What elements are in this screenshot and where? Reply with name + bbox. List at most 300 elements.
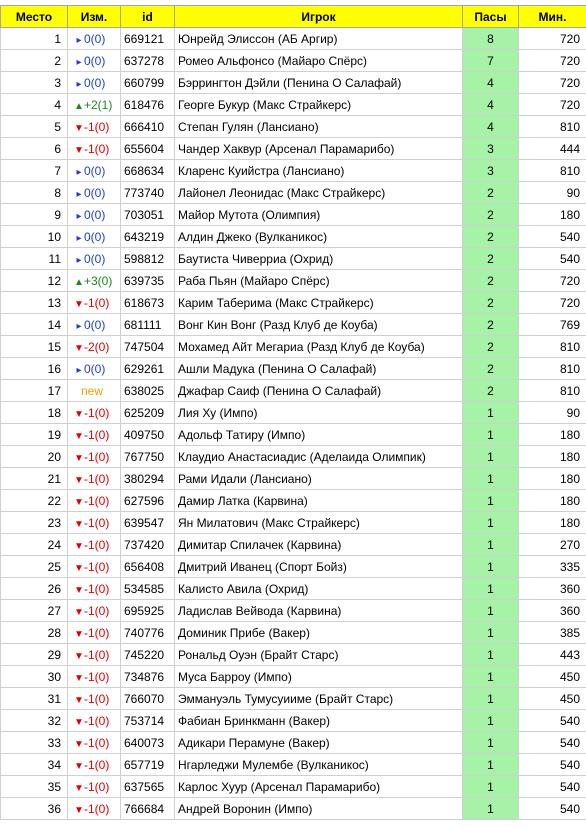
change-cell: [68, 490, 121, 512]
arrow-right-icon: ▸: [74, 189, 84, 200]
arrow-down-icon: ▼: [74, 519, 84, 530]
change-cell: [68, 446, 121, 468]
player-name-cell: Лия Ху (Импо): [175, 402, 463, 424]
table-row: [1, 94, 586, 116]
place-cell: 36: [1, 798, 68, 820]
assists-cell: 1: [463, 556, 519, 578]
assists-cell: 4: [463, 94, 519, 116]
table-row: [1, 446, 586, 468]
arrow-right-icon: ▸: [74, 233, 84, 244]
player-name-cell: Майор Мутота (Олимпия): [175, 204, 463, 226]
table-row: [1, 182, 586, 204]
minutes-cell: 360: [519, 578, 586, 600]
place-cell: 32: [1, 710, 68, 732]
minutes-cell: 810: [519, 336, 586, 358]
player-name-cell: Эммануэль Тумусуииме (Брайт Старс): [175, 688, 463, 710]
change-value: 0(0): [84, 76, 105, 90]
arrow-up-icon: ▲: [74, 277, 84, 288]
arrow-right-icon: ▸: [74, 365, 84, 376]
header-change: Изм.: [68, 6, 121, 28]
arrow-down-icon: ▼: [74, 431, 84, 442]
change-cell: [68, 798, 121, 820]
player-id-cell: 629261: [121, 358, 175, 380]
place-cell: 25: [1, 556, 68, 578]
table-row: [1, 204, 586, 226]
table-row: [1, 644, 586, 666]
assists-cell: 2: [463, 336, 519, 358]
assists-cell: 7: [463, 50, 519, 72]
player-id-cell: 660799: [121, 72, 175, 94]
place-cell: 8: [1, 182, 68, 204]
player-name-cell: Ромео Альфонсо (Майаро Спёрс): [175, 50, 463, 72]
player-id-cell: 380294: [121, 468, 175, 490]
minutes-cell: 180: [519, 490, 586, 512]
change-value: -1(0): [84, 758, 109, 772]
arrow-down-icon: ▼: [74, 497, 84, 508]
change-value: -1(0): [84, 494, 109, 508]
change-cell: [68, 600, 121, 622]
place-cell: 34: [1, 754, 68, 776]
minutes-cell: 810: [519, 358, 586, 380]
minutes-cell: 720: [519, 94, 586, 116]
arrow-down-icon: ▼: [74, 783, 84, 794]
assists-cell: 1: [463, 776, 519, 798]
change-cell: [68, 248, 121, 270]
place-cell: 27: [1, 600, 68, 622]
player-id-cell: 655604: [121, 138, 175, 160]
player-name-cell: Рональд Оуэн (Брайт Старс): [175, 644, 463, 666]
table-row: [1, 622, 586, 644]
minutes-cell: 769: [519, 314, 586, 336]
player-id-cell: 773740: [121, 182, 175, 204]
place-cell: 10: [1, 226, 68, 248]
change-value: -1(0): [84, 692, 109, 706]
place-cell: 7: [1, 160, 68, 182]
place-cell: 20: [1, 446, 68, 468]
player-id-cell: 656408: [121, 556, 175, 578]
assists-cell: 1: [463, 600, 519, 622]
player-id-cell: 669121: [121, 28, 175, 50]
player-name-cell: Раба Пьян (Майаро Спёрс): [175, 270, 463, 292]
minutes-cell: 450: [519, 666, 586, 688]
table-row: [1, 292, 586, 314]
change-cell: [68, 710, 121, 732]
place-cell: 29: [1, 644, 68, 666]
arrow-down-icon: ▼: [74, 299, 84, 310]
assists-cell: 1: [463, 798, 519, 820]
minutes-cell: 720: [519, 270, 586, 292]
place-cell: 5: [1, 116, 68, 138]
player-name-cell: Рами Идали (Лансиано): [175, 468, 463, 490]
table-row: [1, 578, 586, 600]
place-cell: 16: [1, 358, 68, 380]
table-row: [1, 28, 586, 50]
header-assists: Пасы: [463, 6, 519, 28]
player-id-cell: 734876: [121, 666, 175, 688]
assists-cell: 1: [463, 468, 519, 490]
player-name-cell: Фабиан Бринкманн (Вакер): [175, 710, 463, 732]
change-value: 0(0): [84, 230, 105, 244]
assists-cell: 1: [463, 446, 519, 468]
change-cell: [68, 534, 121, 556]
place-cell: 9: [1, 204, 68, 226]
player-id-cell: 618673: [121, 292, 175, 314]
assists-cell: 2: [463, 358, 519, 380]
change-cell: [68, 402, 121, 424]
assists-ranking-table: [0, 5, 586, 820]
place-cell: 14: [1, 314, 68, 336]
change-value: -1(0): [84, 604, 109, 618]
player-name-cell: Чандер Хаквур (Арсенал Парамарибо): [175, 138, 463, 160]
change-cell: [68, 556, 121, 578]
arrow-down-icon: ▼: [74, 629, 84, 640]
place-cell: 31: [1, 688, 68, 710]
change-cell: [68, 578, 121, 600]
minutes-cell: 720: [519, 72, 586, 94]
arrow-down-icon: ▼: [74, 409, 84, 420]
player-name-cell: Ладислав Вейвода (Карвина): [175, 600, 463, 622]
arrow-down-icon: ▼: [74, 563, 84, 574]
player-id-cell: 409750: [121, 424, 175, 446]
change-value: -1(0): [84, 538, 109, 552]
table-row: [1, 600, 586, 622]
place-cell: 4: [1, 94, 68, 116]
player-name-cell: Карим Таберима (Макс Страйкерс): [175, 292, 463, 314]
table-row: [1, 490, 586, 512]
player-id-cell: 695925: [121, 600, 175, 622]
minutes-cell: 90: [519, 182, 586, 204]
table-body: [1, 28, 586, 820]
assists-cell: 1: [463, 402, 519, 424]
player-id-cell: 598812: [121, 248, 175, 270]
arrow-down-icon: ▼: [74, 717, 84, 728]
change-cell: [68, 292, 121, 314]
arrow-right-icon: ▸: [74, 79, 84, 90]
place-cell: 3: [1, 72, 68, 94]
arrow-right-icon: ▸: [74, 167, 84, 178]
change-cell: new: [68, 380, 121, 402]
change-value: -1(0): [84, 736, 109, 750]
arrow-right-icon: ▸: [74, 255, 84, 266]
player-name-cell: Нгарледжи Мулембе (Вулканикос): [175, 754, 463, 776]
place-cell: 6: [1, 138, 68, 160]
change-cell: [68, 72, 121, 94]
header-player: Игрок: [175, 6, 463, 28]
minutes-cell: 360: [519, 600, 586, 622]
arrow-right-icon: ▸: [74, 57, 84, 68]
assists-cell: 3: [463, 138, 519, 160]
assists-cell: 2: [463, 182, 519, 204]
place-cell: 17: [1, 380, 68, 402]
minutes-cell: 540: [519, 776, 586, 798]
player-id-cell: 766684: [121, 798, 175, 820]
change-value: -1(0): [84, 472, 109, 486]
change-value: 0(0): [84, 164, 105, 178]
change-value: 0(0): [84, 362, 105, 376]
player-name-cell: Лайонел Леонидас (Макс Страйкерс): [175, 182, 463, 204]
player-id-cell: 668634: [121, 160, 175, 182]
assists-cell: 1: [463, 644, 519, 666]
minutes-cell: 540: [519, 710, 586, 732]
arrow-down-icon: ▼: [74, 123, 84, 134]
change-value: -1(0): [84, 780, 109, 794]
change-cell: [68, 336, 121, 358]
assists-cell: 2: [463, 292, 519, 314]
assists-cell: 4: [463, 72, 519, 94]
table-row: [1, 776, 586, 798]
assists-cell: 1: [463, 512, 519, 534]
player-name-cell: Дмитрий Иванец (Спорт Бойз): [175, 556, 463, 578]
change-cell: [68, 468, 121, 490]
player-name-cell: Георге Букур (Макс Страйкерс): [175, 94, 463, 116]
change-cell: [68, 160, 121, 182]
player-name-cell: Ян Милатович (Макс Страйкерс): [175, 512, 463, 534]
header-place: Место: [1, 6, 68, 28]
player-id-cell: 767750: [121, 446, 175, 468]
change-value: -1(0): [84, 450, 109, 464]
place-cell: 1: [1, 28, 68, 50]
table-row: [1, 160, 586, 182]
minutes-cell: 540: [519, 226, 586, 248]
table-row: [1, 710, 586, 732]
change-value: -1(0): [84, 120, 109, 134]
player-name-cell: Адикари Перамуне (Вакер): [175, 732, 463, 754]
table-row: [1, 402, 586, 424]
arrow-down-icon: ▼: [74, 673, 84, 684]
change-value: -1(0): [84, 142, 109, 156]
place-cell: 30: [1, 666, 68, 688]
minutes-cell: 180: [519, 204, 586, 226]
change-cell: [68, 116, 121, 138]
table-header: [1, 6, 586, 28]
minutes-cell: 90: [519, 402, 586, 424]
change-value: -1(0): [84, 406, 109, 420]
assists-cell: 1: [463, 666, 519, 688]
change-cell: [68, 28, 121, 50]
place-cell: 23: [1, 512, 68, 534]
change-value: +3(0): [84, 274, 112, 288]
header-minutes: Мин.: [519, 6, 586, 28]
assists-cell: 8: [463, 28, 519, 50]
player-id-cell: 681111: [121, 314, 175, 336]
minutes-cell: 444: [519, 138, 586, 160]
change-value: -1(0): [84, 670, 109, 684]
player-name-cell: Адольф Татиру (Импо): [175, 424, 463, 446]
change-cell: [68, 688, 121, 710]
assists-cell: 1: [463, 424, 519, 446]
assists-cell: 1: [463, 578, 519, 600]
table-row: [1, 380, 586, 402]
player-id-cell: 640073: [121, 732, 175, 754]
change-value: 0(0): [84, 186, 105, 200]
minutes-cell: 540: [519, 754, 586, 776]
table-row: [1, 138, 586, 160]
table-row: [1, 270, 586, 292]
arrow-right-icon: ▸: [74, 321, 84, 332]
table-row: [1, 336, 586, 358]
assists-cell: 1: [463, 490, 519, 512]
table-row: [1, 556, 586, 578]
player-id-cell: 639735: [121, 270, 175, 292]
arrow-down-icon: ▼: [74, 145, 84, 156]
player-id-cell: 638025: [121, 380, 175, 402]
minutes-cell: 540: [519, 798, 586, 820]
assists-cell: 2: [463, 270, 519, 292]
change-value: -1(0): [84, 296, 109, 310]
arrow-down-icon: ▼: [74, 607, 84, 618]
arrow-down-icon: ▼: [74, 453, 84, 464]
table-row: [1, 226, 586, 248]
place-cell: 28: [1, 622, 68, 644]
change-cell: [68, 50, 121, 72]
place-cell: 15: [1, 336, 68, 358]
arrow-down-icon: ▼: [74, 695, 84, 706]
place-cell: 35: [1, 776, 68, 798]
player-id-cell: 637278: [121, 50, 175, 72]
table-row: [1, 50, 586, 72]
assists-cell: 1: [463, 534, 519, 556]
change-cell: [68, 138, 121, 160]
change-value: +2(1): [84, 98, 112, 112]
place-cell: 19: [1, 424, 68, 446]
change-value: -1(0): [84, 714, 109, 728]
player-name-cell: Дамир Латка (Карвина): [175, 490, 463, 512]
player-name-cell: Джафар Саиф (Пенина О Салафай): [175, 380, 463, 402]
assists-cell: 2: [463, 226, 519, 248]
change-value: -1(0): [84, 802, 109, 816]
minutes-cell: 720: [519, 28, 586, 50]
player-name-cell: Мохамед Айт Мегариа (Разд Клуб де Коуба): [175, 336, 463, 358]
player-id-cell: 766070: [121, 688, 175, 710]
minutes-cell: 180: [519, 512, 586, 534]
minutes-cell: 810: [519, 160, 586, 182]
change-value: -1(0): [84, 428, 109, 442]
change-cell: [68, 644, 121, 666]
player-id-cell: 703051: [121, 204, 175, 226]
player-name-cell: Андрей Воронин (Импо): [175, 798, 463, 820]
assists-cell: 3: [463, 160, 519, 182]
assists-cell: 1: [463, 710, 519, 732]
place-cell: 33: [1, 732, 68, 754]
change-cell: [68, 512, 121, 534]
change-cell: [68, 754, 121, 776]
place-cell: 13: [1, 292, 68, 314]
change-value: -1(0): [84, 626, 109, 640]
change-value: 0(0): [84, 208, 105, 222]
player-name-cell: Доминик Прибе (Вакер): [175, 622, 463, 644]
table-row: [1, 314, 586, 336]
player-id-cell: 753714: [121, 710, 175, 732]
arrow-down-icon: ▼: [74, 761, 84, 772]
place-cell: 22: [1, 490, 68, 512]
change-cell: [68, 182, 121, 204]
change-value: 0(0): [84, 318, 105, 332]
table-row: [1, 688, 586, 710]
minutes-cell: 540: [519, 732, 586, 754]
player-id-cell: 637565: [121, 776, 175, 798]
player-name-cell: Димитар Спилачек (Карвина): [175, 534, 463, 556]
player-id-cell: 643219: [121, 226, 175, 248]
table-row: [1, 666, 586, 688]
change-cell: [68, 94, 121, 116]
change-value: -1(0): [84, 560, 109, 574]
player-name-cell: Клаудио Анастасиадис (Аделаида Олимпик): [175, 446, 463, 468]
player-id-cell: 745220: [121, 644, 175, 666]
change-value: -2(0): [84, 340, 109, 354]
table-row: [1, 424, 586, 446]
minutes-cell: 385: [519, 622, 586, 644]
player-name-cell: Бэррингтон Дэйли (Пенина О Салафай): [175, 72, 463, 94]
assists-cell: 4: [463, 116, 519, 138]
minutes-cell: 180: [519, 424, 586, 446]
assists-cell: 2: [463, 248, 519, 270]
minutes-cell: 180: [519, 446, 586, 468]
minutes-cell: 180: [519, 468, 586, 490]
table-row: [1, 754, 586, 776]
minutes-cell: 335: [519, 556, 586, 578]
player-name-cell: Кларенс Куийстра (Лансиано): [175, 160, 463, 182]
minutes-cell: 450: [519, 688, 586, 710]
place-cell: 12: [1, 270, 68, 292]
minutes-cell: 720: [519, 50, 586, 72]
player-id-cell: 737420: [121, 534, 175, 556]
player-name-cell: Вонг Кин Вонг (Разд Клуб де Коуба): [175, 314, 463, 336]
change-value: -1(0): [84, 582, 109, 596]
assists-cell: 1: [463, 732, 519, 754]
arrow-down-icon: ▼: [74, 475, 84, 486]
table-row: [1, 732, 586, 754]
arrow-up-icon: ▲: [74, 101, 84, 112]
player-id-cell: 657719: [121, 754, 175, 776]
table-row: [1, 798, 586, 820]
header-id: id: [121, 6, 175, 28]
change-cell: [68, 314, 121, 336]
arrow-down-icon: ▼: [74, 805, 84, 816]
player-name-cell: Ашли Мадука (Пенина О Салафай): [175, 358, 463, 380]
change-cell: [68, 732, 121, 754]
player-id-cell: 625209: [121, 402, 175, 424]
assists-cell: 1: [463, 688, 519, 710]
place-cell: 18: [1, 402, 68, 424]
table-row: [1, 468, 586, 490]
assists-cell: 2: [463, 314, 519, 336]
place-cell: 11: [1, 248, 68, 270]
player-id-cell: 740776: [121, 622, 175, 644]
change-cell: [68, 270, 121, 292]
minutes-cell: 810: [519, 380, 586, 402]
change-value: -1(0): [84, 648, 109, 662]
minutes-cell: 810: [519, 116, 586, 138]
player-name-cell: Муса Барроу (Импо): [175, 666, 463, 688]
arrow-right-icon: ▸: [74, 35, 84, 46]
change-cell: [68, 666, 121, 688]
player-id-cell: 666410: [121, 116, 175, 138]
player-name-cell: Степан Гулян (Лансиано): [175, 116, 463, 138]
minutes-cell: 540: [519, 248, 586, 270]
table-row: [1, 358, 586, 380]
player-id-cell: 618476: [121, 94, 175, 116]
assists-cell: 1: [463, 754, 519, 776]
arrow-down-icon: ▼: [74, 343, 84, 354]
header-row: [1, 6, 586, 28]
place-cell: 2: [1, 50, 68, 72]
change-cell: [68, 204, 121, 226]
change-value: -1(0): [84, 516, 109, 530]
arrow-down-icon: ▼: [74, 651, 84, 662]
change-value: 0(0): [84, 54, 105, 68]
player-name-cell: Алдин Джеко (Вулканикос): [175, 226, 463, 248]
table-row: [1, 72, 586, 94]
